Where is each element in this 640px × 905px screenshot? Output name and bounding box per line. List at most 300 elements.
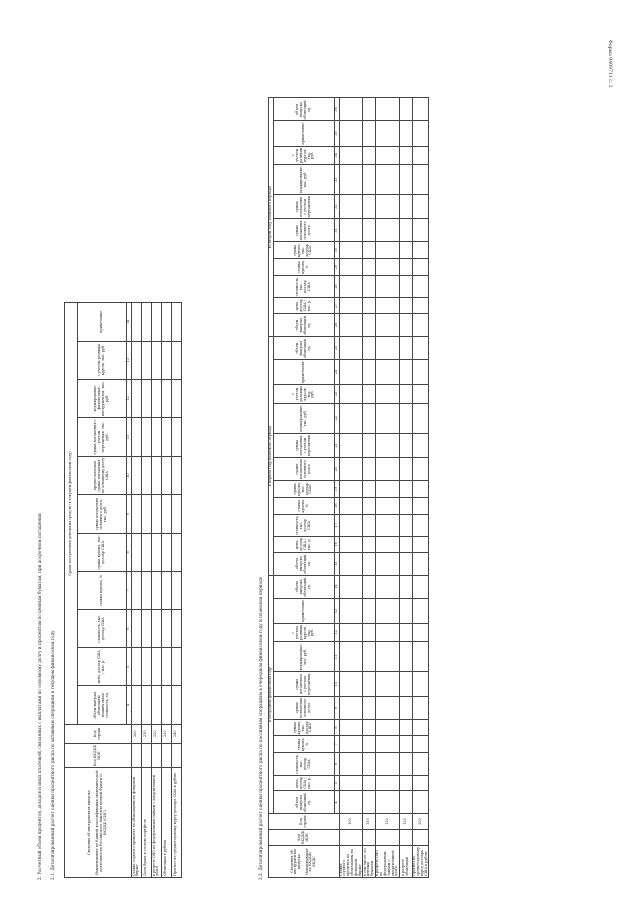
t1-empty-cell <box>151 609 161 647</box>
t1-empty-cell <box>131 533 141 571</box>
t2-row-line: 100 <box>339 814 363 829</box>
t2-group1: в очередном финансовом году <box>269 575 274 814</box>
t1-empty-cell <box>151 418 161 456</box>
t2-row-code <box>376 829 400 845</box>
t2-row-line: 110 <box>363 814 376 829</box>
t1-head-cell: предполагаемая сумма погашения по основному долгу США <box>78 456 127 495</box>
t2-empty-cell <box>339 313 363 336</box>
t2-head-cell: сумма погашения основного долга <box>273 458 334 481</box>
t2-row-name: в разрезе ОФЗ по федеральным займам с амортизацией долга <box>376 846 400 878</box>
t2-row-name: Прогноз по среднегодовому курсу доллара США к рублю <box>412 847 428 876</box>
t2-col-number: 11 <box>334 642 339 672</box>
t2-empty-cell <box>376 385 400 403</box>
t2-empty-cell <box>413 672 429 696</box>
t2-empty-cell <box>363 458 376 481</box>
t1-head-cell: сумма погашения с учетом переоценки, тыс. руб. <box>78 418 127 456</box>
t1-empty-cell <box>151 303 161 342</box>
t2-empty-cell <box>400 165 413 195</box>
t2-empty-cell <box>339 514 363 536</box>
t2-empty-cell <box>376 275 400 297</box>
t2-empty-cell <box>363 552 376 575</box>
t2-empty-cell <box>400 195 413 219</box>
t1-empty-cell <box>171 456 181 495</box>
t2-empty-cell <box>339 195 363 219</box>
t2-empty-cell <box>363 403 376 433</box>
t2-empty-cell <box>363 575 376 598</box>
t2-head-cell: сумма погашения с учетом переоценки <box>273 672 334 696</box>
t1-row <box>131 303 141 878</box>
t1-empty-cell <box>151 495 161 533</box>
t2-empty-cell <box>376 497 400 514</box>
t1-col-number: 11 <box>127 418 132 456</box>
t2-empty-cell <box>376 775 400 791</box>
t2-empty-cell <box>400 736 413 753</box>
t2-row-line: 200 <box>413 814 429 829</box>
t1-empty-cell <box>161 686 171 725</box>
t2-empty-cell <box>400 337 413 360</box>
t2-empty-cell <box>339 403 363 433</box>
t1-row-line: 230 <box>161 724 171 743</box>
t1-col-number: 7 <box>127 571 132 609</box>
t2-empty-cell <box>339 219 363 242</box>
t2-empty-cell <box>400 598 413 623</box>
t2-empty-cell <box>376 598 400 623</box>
t1-head-cell: объем выпуска облигаций/номинальная стоимость, ед. <box>78 686 127 725</box>
t1-row <box>161 303 171 878</box>
t2-empty-cell <box>339 121 363 146</box>
t2-head-cell: примечание <box>273 121 334 146</box>
t2-head-cell: сумма купона, тыс. доллар США <box>273 719 334 736</box>
t2-empty-cell <box>413 98 429 121</box>
t2-empty-cell <box>363 642 376 672</box>
t2-col-number: 34 <box>334 146 339 164</box>
t2-col-number: 21 <box>334 433 339 457</box>
t1-empty-cell <box>161 341 171 379</box>
t2-col-number: 35 <box>334 121 339 146</box>
t1-row-name: Прогноз по среднегодовому курсу доллара США к рублю <box>171 768 181 878</box>
t1-col-number: 4 <box>127 686 132 725</box>
t2-empty-cell <box>339 598 363 623</box>
t2-empty-cell <box>363 337 376 360</box>
t2-empty-cell <box>363 433 376 457</box>
section-title: 2. Расчетный объем процентов, доходов и иных платежей, связанных с выплатами по основному долгу и процентам по ценным бумагам, при досрочном погашении <box>37 513 42 880</box>
t2-empty-cell <box>400 514 413 536</box>
t2-head-cell: примечание <box>273 360 334 385</box>
t2-head-cell: сумма купона, тыс. доллар США <box>273 481 334 498</box>
t2-empty-cell <box>413 313 429 336</box>
t2-row <box>376 98 400 878</box>
t2-empty-cell <box>400 791 413 814</box>
t1-head-cell: сумма погашения основного долга, тыс. руб. <box>78 495 127 533</box>
t2-empty-cell <box>363 775 376 791</box>
t2-empty-cell <box>413 298 429 314</box>
t2-empty-cell <box>376 165 400 195</box>
t2-head-cell: ставка купона, % <box>273 497 334 514</box>
t1-row <box>171 303 181 878</box>
t2-empty-cell <box>413 458 429 481</box>
t2-empty-cell <box>363 121 376 146</box>
t2-empty-cell <box>376 433 400 457</box>
t1-empty-cell <box>151 379 161 418</box>
t2-col-number: 20 <box>334 458 339 481</box>
t1-empty-cell <box>161 495 171 533</box>
t2-col-number: 12 <box>334 623 339 641</box>
t1-head-cell: хеджирование финансовых инструментов, тыс. руб. <box>78 379 127 418</box>
t2-row-line: 130 <box>400 814 413 829</box>
t2-empty-cell <box>376 719 400 736</box>
t2-empty-cell <box>376 337 400 360</box>
t2-row-code <box>413 829 429 845</box>
t2-empty-cell <box>339 623 363 641</box>
t2-empty-cell <box>413 195 429 219</box>
t1-empty-cell <box>151 456 161 495</box>
t1-empty-cell <box>151 648 161 686</box>
t2-empty-cell <box>376 575 400 598</box>
t1-empty-cell <box>131 379 141 418</box>
t2-empty-cell <box>413 275 429 297</box>
t1-head-cell: цена, доллар США / тыс. р. <box>78 648 127 686</box>
t2-empty-cell <box>400 275 413 297</box>
t2-empty-cell <box>413 165 429 195</box>
t2-col-number: 24 <box>334 360 339 385</box>
t1-row-code <box>151 743 161 768</box>
t2-row-code <box>400 829 413 845</box>
t2-col-number: 19 <box>334 481 339 498</box>
t1-empty-cell <box>161 533 171 571</box>
t2-empty-cell <box>400 403 413 433</box>
t2-empty-cell <box>413 719 429 736</box>
t2-empty-cell <box>413 403 429 433</box>
t1-empty-cell <box>141 571 151 609</box>
t2-empty-cell <box>413 696 429 719</box>
t2-head-cell: хеджирование, тыс. руб. <box>273 165 334 195</box>
t2-empty-cell <box>413 242 429 259</box>
t2-empty-cell <box>400 753 413 775</box>
t2-head-cell: цена, доллар США / тыс. р. <box>273 298 334 314</box>
t2-col-number: 8 <box>334 719 339 736</box>
t2-row <box>339 98 363 878</box>
t2-empty-cell <box>376 121 400 146</box>
t2-empty-cell <box>363 537 376 553</box>
t2-head-cell: хеджирование, тыс. руб. <box>273 642 334 672</box>
t2-empty-cell <box>363 385 376 403</box>
t1-row-name: в разрезе ОФЗ по федеральным займам с амортизацией долга <box>151 768 161 878</box>
t2-empty-cell <box>376 537 400 553</box>
t2-empty-cell <box>363 313 376 336</box>
t1-empty-cell <box>171 418 181 456</box>
t2-empty-cell <box>413 791 429 814</box>
t2-empty-cell <box>363 298 376 314</box>
t1-empty-cell <box>141 609 151 647</box>
t1-row-line: 200 <box>131 724 141 743</box>
t2-empty-cell <box>400 98 413 121</box>
t2-empty-cell <box>413 385 429 403</box>
t2-head-cell: объем выпуска облигаций, ед. <box>273 313 334 336</box>
t2-empty-cell <box>376 623 400 641</box>
t2-col-number: 13 <box>334 598 339 623</box>
t2-code-head: Код ЕКДЦБ ЦОК <box>269 829 340 845</box>
t2-empty-cell <box>339 259 363 276</box>
t2-empty-cell <box>363 275 376 297</box>
t2-empty-cell <box>376 514 400 536</box>
t2-empty-cell <box>363 481 376 498</box>
t2-empty-cell <box>413 753 429 775</box>
t2-empty-cell <box>339 497 363 514</box>
t2-head-cell: сумма погашения основного долга <box>273 696 334 719</box>
t2-row <box>413 98 429 878</box>
t2-row-code <box>339 829 363 845</box>
t2-empty-cell <box>339 146 363 164</box>
t1-empty-cell <box>171 379 181 418</box>
t2-empty-cell <box>400 696 413 719</box>
t1-head-cell: ставка купона, % <box>78 571 127 609</box>
t1-empty-cell <box>131 418 141 456</box>
t2-row <box>400 98 413 878</box>
t1-col-number: 14 <box>127 303 132 342</box>
t2-empty-cell <box>339 642 363 672</box>
t2-empty-cell <box>376 642 400 672</box>
t2-empty-cell <box>339 736 363 753</box>
t2-col-number: 9 <box>334 696 339 719</box>
t2-empty-cell <box>400 313 413 336</box>
t2-empty-cell <box>413 146 429 164</box>
t2-empty-cell <box>413 575 429 598</box>
t2-head-cell: объем выпуска облигаций, ед. <box>273 552 334 575</box>
t2-empty-cell <box>413 514 429 536</box>
t2-empty-cell <box>413 121 429 146</box>
t1-empty-cell <box>141 379 151 418</box>
t2-head-cell: сумма погашения основного долга <box>273 219 334 242</box>
t2-empty-cell <box>339 242 363 259</box>
t2-empty-cell <box>413 537 429 553</box>
t1-head-cell: стоимость, тыс. доллар США <box>78 609 127 647</box>
t1-empty-cell <box>131 495 141 533</box>
t1-col-number: 12 <box>127 379 132 418</box>
t1-empty-cell <box>151 341 161 379</box>
t2-empty-cell <box>400 481 413 498</box>
t2-empty-cell <box>376 98 400 121</box>
t1-empty-cell <box>141 341 151 379</box>
t2-empty-cell <box>376 219 400 242</box>
t1-col-number: 5 <box>127 648 132 686</box>
t1-code-head: Код ЕКДЦБ ЦОК <box>65 743 132 768</box>
t2-empty-cell <box>339 552 363 575</box>
t2-empty-cell <box>339 775 363 791</box>
t1-row-name: Ставка ссудного процента по облигациям на фондовой бирже <box>131 768 141 878</box>
t2-group2: в первом году планового периода <box>269 337 274 576</box>
t1-empty-cell <box>131 609 141 647</box>
t2-empty-cell <box>376 259 400 276</box>
t2-empty-cell <box>413 642 429 672</box>
t1-group-head: Сроки поступления денежных средств (в текущем финансовом году) <box>65 303 78 725</box>
t2-row <box>363 98 376 878</box>
t1-empty-cell <box>141 418 151 456</box>
t2-empty-cell <box>339 433 363 457</box>
t2-empty-cell <box>363 146 376 164</box>
t1-empty-cell <box>171 571 181 609</box>
t2-empty-cell <box>339 537 363 553</box>
t2-empty-cell <box>363 195 376 219</box>
t2-empty-cell <box>376 403 400 433</box>
t2-empty-cell <box>339 719 363 736</box>
t2-empty-cell <box>363 165 376 195</box>
t1-empty-cell <box>151 533 161 571</box>
t1-row-line: 240 <box>171 724 181 743</box>
t2-head-cell: цена, доллар США / тыс. р. <box>273 775 334 791</box>
t2-empty-cell <box>400 360 413 385</box>
t2-col-number: 14 <box>334 575 339 598</box>
t2-head-cell: сумма купона, тыс. доллар США <box>273 242 334 259</box>
t2-empty-cell <box>363 259 376 276</box>
t1-empty-cell <box>131 456 141 495</box>
t2-empty-cell <box>400 385 413 403</box>
t2-row-name: в том числе: по ценным бумагам <box>363 846 376 878</box>
t1-row-code <box>131 743 141 768</box>
t1-row-line: 220 <box>151 724 161 743</box>
t2-empty-cell <box>339 575 363 598</box>
t1-empty-cell <box>131 303 141 342</box>
t1-empty-cell <box>171 609 181 647</box>
t2-empty-cell <box>376 791 400 814</box>
t2-head-cell: стоимость, тыс. доллар США <box>273 514 334 536</box>
t2-empty-cell <box>363 791 376 814</box>
t2-empty-cell <box>363 719 376 736</box>
t2-empty-cell <box>400 719 413 736</box>
t2-col-number: 25 <box>334 337 339 360</box>
t2-head-cell: сумма погашения с учетом переоценки <box>273 433 334 457</box>
t2-empty-cell <box>339 385 363 403</box>
t2-head-cell: объем выпуска облигаций, ед. <box>273 791 334 814</box>
t2-col-names: Сведения об инструментах выпуска Наименование по ЕКДЦБ/ЕКДС <box>269 846 340 878</box>
t2-empty-cell <box>339 696 363 719</box>
t1-empty-cell <box>131 648 141 686</box>
form-label: Форма 0409711 c. 2 <box>607 40 612 88</box>
t2-empty-cell <box>339 481 363 498</box>
t2-empty-cell <box>363 219 376 242</box>
t2-empty-cell <box>376 672 400 696</box>
t1-line-head: Код строки <box>65 724 132 743</box>
t2-empty-cell <box>413 775 429 791</box>
t2-empty-cell <box>339 275 363 297</box>
t2-head-cell: примечание <box>273 598 334 623</box>
t1-empty-cell <box>171 533 181 571</box>
t2-col-number: 6 <box>334 753 339 775</box>
t2-empty-cell <box>363 696 376 719</box>
t2-empty-cell <box>400 642 413 672</box>
t2-empty-cell <box>339 791 363 814</box>
t2-empty-cell <box>400 259 413 276</box>
t2-col-number: 28 <box>334 275 339 297</box>
t2-empty-cell <box>339 298 363 314</box>
t1-empty-cell <box>141 495 151 533</box>
t2-group3: во втором году планового периода <box>269 98 274 337</box>
t2-empty-cell <box>400 672 413 696</box>
t1-row-line: 210 <box>141 724 151 743</box>
t2-line-head: Код строки <box>269 814 340 829</box>
t2-head-cell: цена, доллар США / тыс. р. <box>273 537 334 553</box>
t2-head-cell: сумма погашения с учетом переоценки <box>273 195 334 219</box>
t1-empty-cell <box>131 686 141 725</box>
t2-empty-cell <box>413 259 429 276</box>
t1-empty-cell <box>171 495 181 533</box>
t2-empty-cell <box>363 736 376 753</box>
t2-empty-cell <box>413 552 429 575</box>
table1 <box>64 302 182 878</box>
t2-empty-cell <box>376 360 400 385</box>
t2-empty-cell <box>363 753 376 775</box>
t2-empty-cell <box>413 219 429 242</box>
t2-empty-cell <box>376 552 400 575</box>
t2-row-name: в разрезе облигаций <box>400 846 413 878</box>
t2-empty-cell <box>363 497 376 514</box>
t1-col-number: 9 <box>127 495 132 533</box>
t1-empty-cell <box>141 303 151 342</box>
t2-empty-cell <box>339 672 363 696</box>
t2-empty-cell <box>400 623 413 641</box>
t2-empty-cell <box>413 598 429 623</box>
t2-col-number: 32 <box>334 195 339 219</box>
t2-empty-cell <box>363 514 376 536</box>
t2-empty-cell <box>400 121 413 146</box>
t2-empty-cell <box>376 696 400 719</box>
t1-col-number: 13 <box>127 341 132 379</box>
t1-empty-cell <box>151 686 161 725</box>
t1-empty-cell <box>171 341 181 379</box>
t1-empty-cell <box>141 533 151 571</box>
t2-empty-cell <box>400 242 413 259</box>
t2-head-cell: с учетом разницы курсов, тыс. руб. <box>273 385 334 403</box>
t2-empty-cell <box>339 360 363 385</box>
t2-empty-cell <box>339 165 363 195</box>
t2-head-cell: с учетом разницы курсов, тыс. руб. <box>273 146 334 164</box>
t2-empty-cell <box>400 552 413 575</box>
t2-empty-cell <box>400 575 413 598</box>
t2-col-number: 4 <box>334 791 339 814</box>
t1-row-code <box>141 743 151 768</box>
t2-head-cell: ставка купона, % <box>273 736 334 753</box>
t1-row-code <box>171 743 181 768</box>
table1-title: 2.1. Детализированный расчет оценки процентного риска по активным операциям в текущем финансовом году <box>50 630 55 880</box>
t2-empty-cell <box>400 219 413 242</box>
t1-empty-cell <box>161 303 171 342</box>
t2-empty-cell <box>376 195 400 219</box>
t2-empty-cell <box>339 98 363 121</box>
t2-empty-cell <box>400 537 413 553</box>
t1-empty-cell <box>141 456 151 495</box>
t1-empty-cell <box>171 648 181 686</box>
t2-empty-cell <box>400 146 413 164</box>
table2 <box>268 97 429 878</box>
t2-empty-cell <box>363 598 376 623</box>
t2-empty-cell <box>339 337 363 360</box>
t1-empty-cell <box>161 609 171 647</box>
t2-empty-cell <box>413 623 429 641</box>
t2-row-name: Ставка ссудного процента по облигациям на фондовой бирже <box>339 846 363 878</box>
t2-empty-cell <box>413 360 429 385</box>
t2-col-number: 15 <box>334 552 339 575</box>
t2-empty-cell <box>413 337 429 360</box>
t2-col-number: 10 <box>334 672 339 696</box>
t2-empty-cell <box>376 481 400 498</box>
t1-col-number: 10 <box>127 456 132 495</box>
t2-empty-cell <box>376 736 400 753</box>
t1-row <box>141 303 151 878</box>
t1-empty-cell <box>171 303 181 342</box>
t2-col-number: 27 <box>334 298 339 314</box>
t2-head-cell: хеджирование, тыс. руб. <box>273 403 334 433</box>
t1-empty-cell <box>151 571 161 609</box>
t2-empty-cell <box>400 497 413 514</box>
